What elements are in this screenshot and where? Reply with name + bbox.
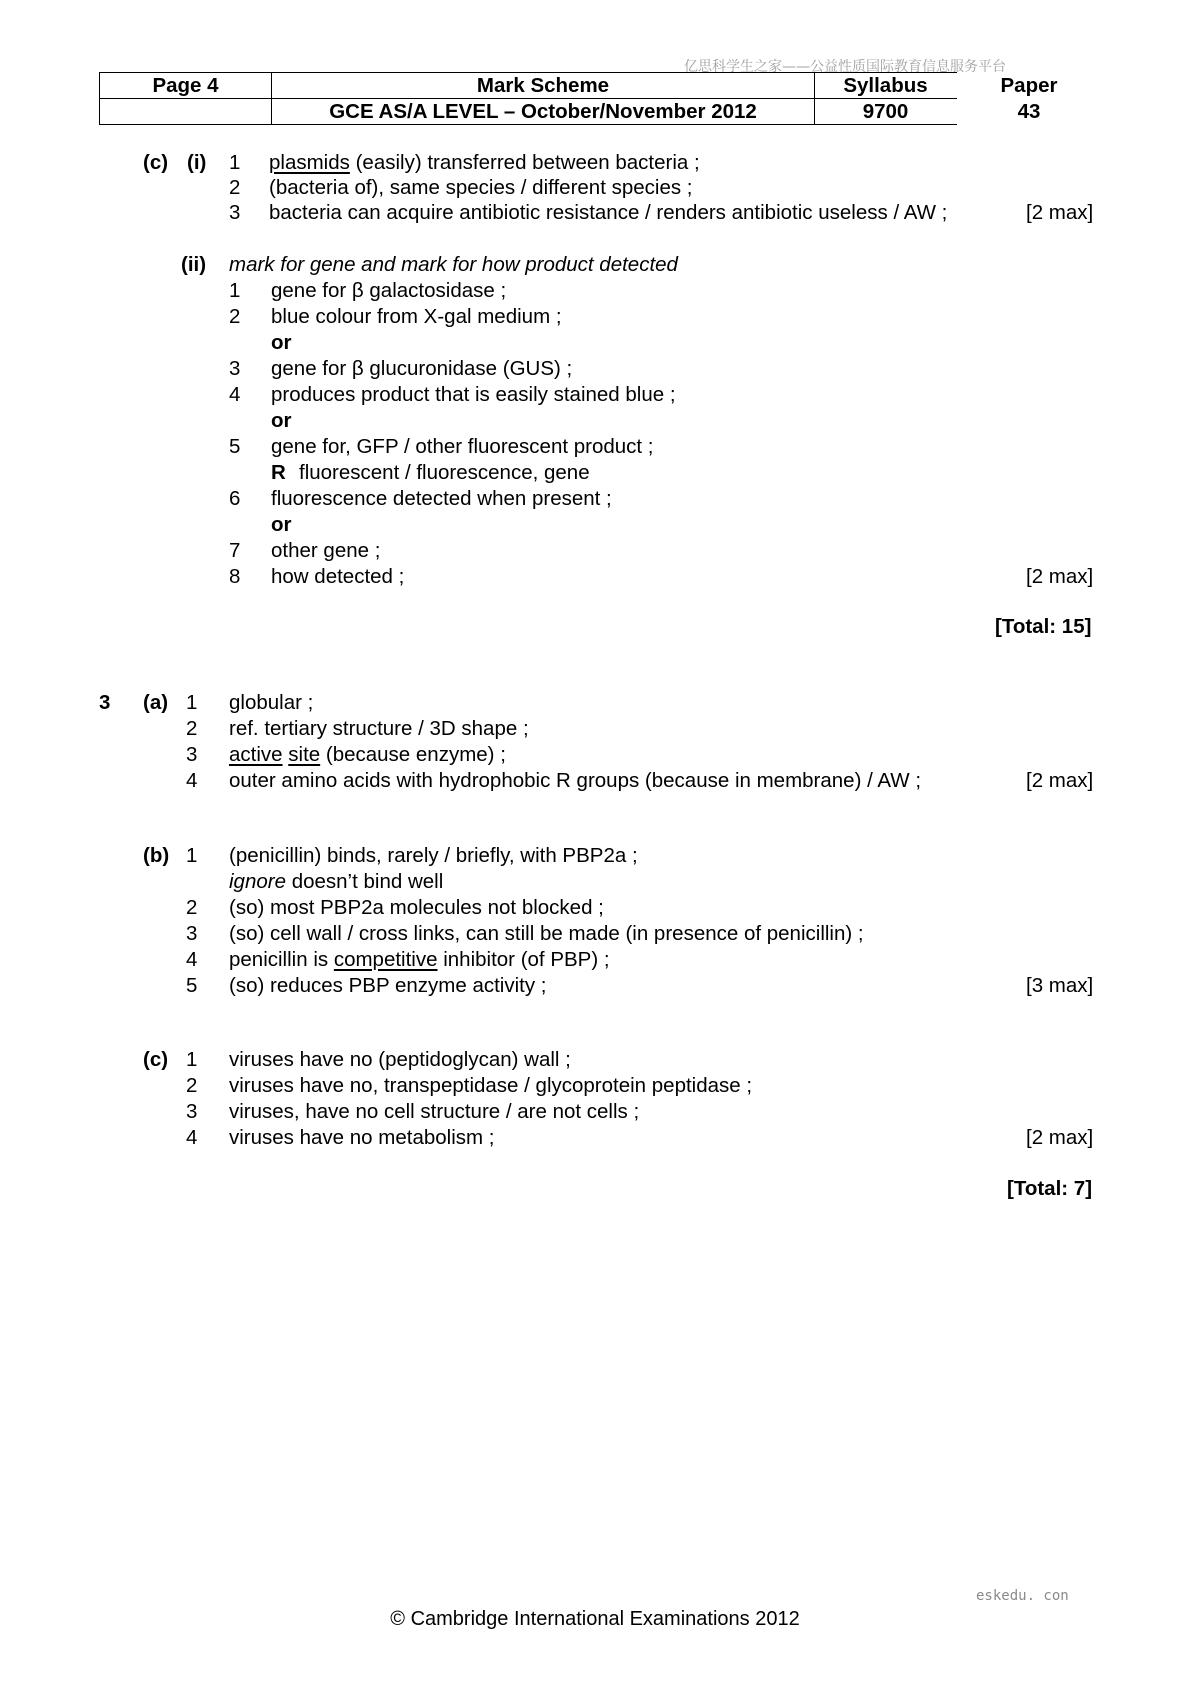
underlined-term: plasmids (269, 151, 350, 174)
part-label-a: (a) (143, 691, 169, 714)
subpart-label-i: (i) (187, 151, 207, 174)
item-number: 4 (186, 1126, 198, 1149)
item-number: 6 (229, 487, 241, 510)
answer-line: viruses have no, transpeptidase / glycoprotein peptidase ; (229, 1074, 753, 1097)
answer-line: outer amino acids with hydrophobic R groups (because in membrane) / AW ; (229, 769, 922, 792)
item-number: 1 (229, 151, 241, 174)
question-total: [Total: 7] (1007, 1177, 1093, 1200)
answer-line: globular ; (229, 691, 314, 714)
syllabus-code: 9700 (862, 100, 909, 123)
item-number: 7 (229, 539, 241, 562)
or-separator: or (271, 513, 292, 536)
underlined-term: active (229, 743, 283, 766)
answer-line: gene for, GFP / other fluorescent product ; (271, 435, 654, 458)
answer-line: gene for β galactosidase ; (271, 279, 507, 302)
answer-line: active site (because enzyme) ; (229, 743, 506, 766)
page-number: Page 4 (152, 74, 219, 97)
max-marks: [2 max] (1026, 201, 1094, 224)
part-label-b: (b) (143, 844, 170, 867)
site-watermark: eskedu. con (976, 1588, 1069, 1604)
question-total: [Total: 15] (995, 615, 1092, 638)
max-marks: [2 max] (1026, 769, 1094, 792)
answer-line: ref. tertiary structure / 3D shape ; (229, 717, 529, 740)
item-number: 4 (186, 769, 198, 792)
answer-line: viruses have no metabolism ; (229, 1126, 495, 1149)
answer-line: (bacteria of), same species / different species ; (269, 176, 693, 199)
item-number: 5 (229, 435, 241, 458)
answer-line: viruses, have no cell structure / are not cells ; (229, 1100, 640, 1123)
answer-line: how detected ; (271, 565, 405, 588)
answer-line: penicillin is competitive inhibitor (of PBP) ; (229, 948, 610, 971)
item-number: 3 (229, 201, 241, 224)
ignore-line: ignore doesn’t bind well (229, 870, 444, 893)
item-number: 3 (186, 743, 198, 766)
max-marks: [2 max] (1026, 565, 1094, 588)
item-number: 5 (186, 974, 198, 997)
answer-line: bacteria can acquire antibiotic resistance / renders antibiotic useless / AW ; (269, 201, 948, 224)
reject-text: fluorescent / fluorescence, gene (299, 461, 590, 484)
item-number: 3 (229, 357, 241, 380)
reject-marker: R (271, 461, 286, 484)
paper-number: 43 (1017, 100, 1041, 123)
answer-line: (so) reduces PBP enzyme activity ; (229, 974, 547, 997)
item-number: 1 (186, 691, 198, 714)
underlined-term: competitive (333, 948, 438, 971)
subpart-label-ii: (ii) (181, 253, 207, 276)
item-number: 2 (229, 305, 241, 328)
answer-line: fluorescence detected when present ; (271, 487, 612, 510)
answer-line: viruses have no (peptidoglycan) wall ; (229, 1048, 571, 1071)
ignore-marker: ignore (229, 870, 286, 893)
answer-line: gene for β glucuronidase (GUS) ; (271, 357, 573, 380)
examiner-note: mark for gene and mark for how product detected (229, 253, 678, 276)
paper-label: Paper (1000, 74, 1058, 97)
item-number: 3 (186, 1100, 198, 1123)
answer-line: produces product that is easily stained blue ; (271, 383, 676, 406)
max-marks: [2 max] (1026, 1126, 1094, 1149)
answer-line: plasmids (easily) transferred between bacteria ; (269, 151, 700, 174)
item-number: 8 (229, 565, 241, 588)
item-number: 2 (186, 1074, 198, 1097)
mark-scheme-title: Mark Scheme (476, 74, 610, 97)
part-label-c: (c) (143, 151, 169, 174)
item-number: 4 (186, 948, 198, 971)
item-number: 2 (186, 896, 198, 919)
or-separator: or (271, 409, 292, 432)
exam-title: GCE AS/A LEVEL – October/November 2012 (329, 100, 757, 123)
item-number: 3 (186, 922, 198, 945)
item-number: 1 (229, 279, 241, 302)
item-number: 2 (229, 176, 241, 199)
answer-line: (so) most PBP2a molecules not blocked ; (229, 896, 604, 919)
item-number: 1 (186, 1048, 198, 1071)
watermark-text: 亿思科学生之家——公益性质国际教育信息服务平台 (684, 59, 1006, 75)
answer-line: (penicillin) binds, rarely / briefly, with PBP2a ; (229, 844, 638, 867)
answer-line: (so) cell wall / cross links, can still be made (in presence of penicillin) ; (229, 922, 864, 945)
answer-line: other gene ; (271, 539, 381, 562)
item-number: 1 (186, 844, 198, 867)
answer-line: blue colour from X-gal medium ; (271, 305, 562, 328)
syllabus-label: Syllabus (843, 74, 928, 97)
question-number: 3 (99, 691, 111, 714)
underlined-term: site (288, 743, 321, 766)
or-separator: or (271, 331, 292, 354)
part-label-c: (c) (143, 1048, 169, 1071)
item-number: 2 (186, 717, 198, 740)
item-number: 4 (229, 383, 241, 406)
copyright-footer: © Cambridge International Examinations 2012 (390, 1608, 800, 1630)
max-marks: [3 max] (1026, 974, 1094, 997)
